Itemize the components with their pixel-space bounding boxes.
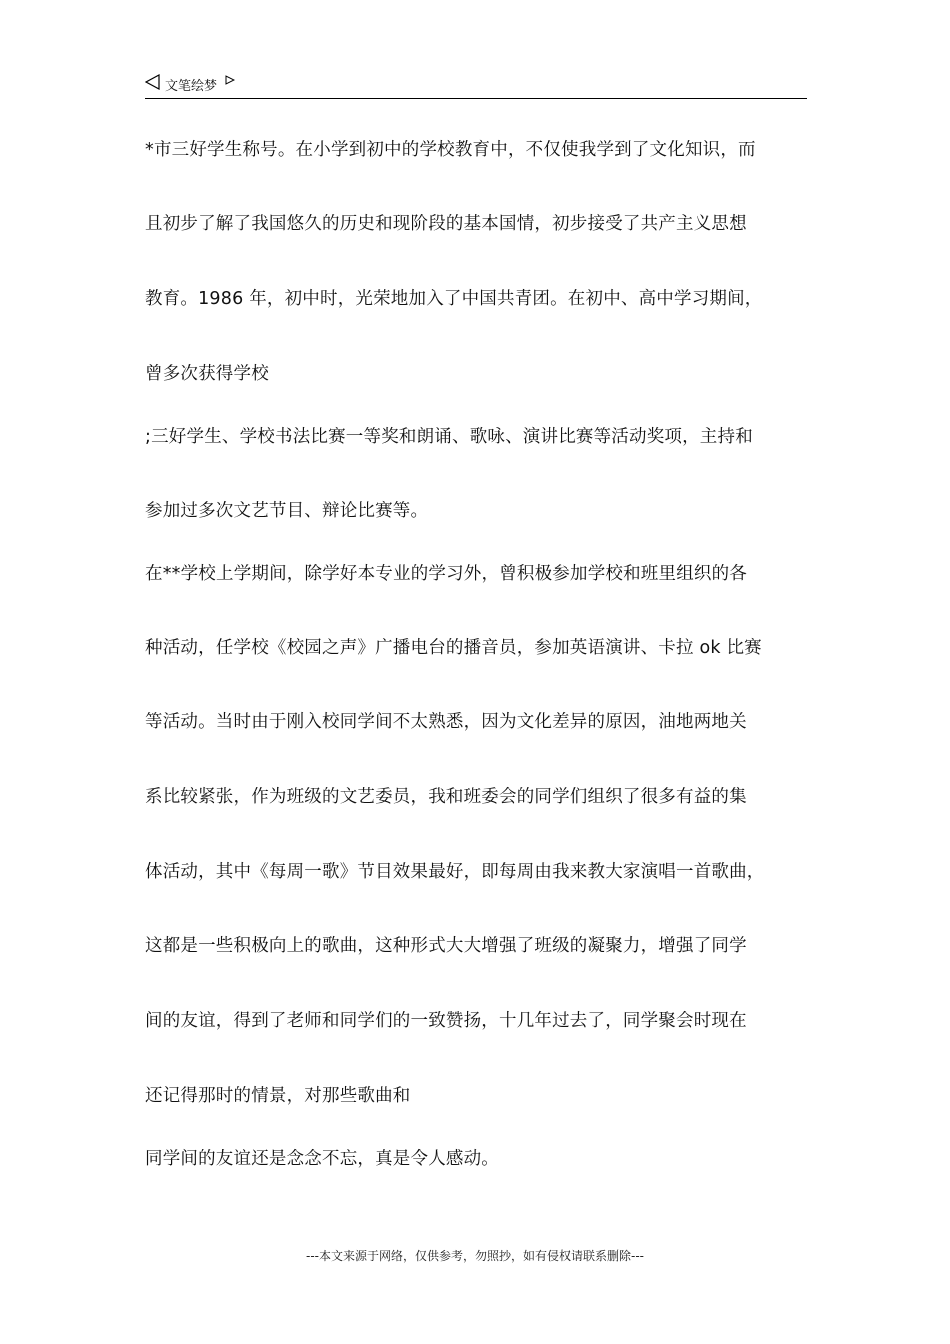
body-line: *市三好学生称号。在小学到初中的学校教育中，不仅使我学到了文化知识，而 bbox=[145, 140, 756, 160]
header-brand bbox=[145, 74, 235, 94]
body-line: 且初步了解了我国悠久的历史和现阶段的基本国情，初步接受了共产主义思想 bbox=[145, 214, 747, 234]
body-line: 间的友谊，得到了老师和同学们的一致赞扬，十几年过去了，同学聚会时现在 bbox=[145, 1011, 747, 1031]
body-line: 还记得那时的情景，对那些歌曲和 bbox=[145, 1086, 411, 1106]
body-line: 体活动，其中《每周一歌》节目效果最好，即每周由我来教大家演唱一首歌曲， bbox=[145, 862, 765, 882]
body-line: 这都是一些积极向上的歌曲，这种形式大大增强了班级的凝聚力，增强了同学 bbox=[145, 936, 747, 956]
header-brand-text: 文笔绘梦 bbox=[165, 78, 218, 94]
page-header bbox=[145, 74, 807, 99]
body-line: 在**学校上学期间，除学好本专业的学习外，曾积极参加学校和班里组织的各 bbox=[145, 564, 747, 584]
triangle-right-icon bbox=[225, 74, 235, 89]
body-line: ;三好学生、学校书法比赛一等奖和朗诵、歌咏、演讲比赛等活动奖项，主持和 bbox=[145, 427, 753, 447]
triangle-left-icon bbox=[145, 74, 161, 94]
body-line: 同学间的友谊还是念念不忘，真是令人感动。 bbox=[145, 1149, 499, 1169]
body-line: 教育。1986 年，初中时，光荣地加入了中国共青团。在初中、高中学习期间， bbox=[145, 289, 763, 309]
body-line: 种活动，任学校《校园之声》广播电台的播音员，参加英语演讲、卡拉 ok 比赛 bbox=[145, 638, 762, 658]
body-line: 等活动。当时由于刚入校同学间不太熟悉，因为文化差异的原因，油地两地关 bbox=[145, 712, 747, 732]
body-line: 参加过多次文艺节目、辩论比赛等。 bbox=[145, 501, 429, 521]
body-line: 曾多次获得学校 bbox=[145, 364, 269, 384]
page-footer: ---本文来源于网络，仅供参考，勿照抄，如有侵权请联系删除--- bbox=[306, 1249, 644, 1263]
body-line: 系比较紧张，作为班级的文艺委员，我和班委会的同学们组织了很多有益的集 bbox=[145, 787, 747, 807]
